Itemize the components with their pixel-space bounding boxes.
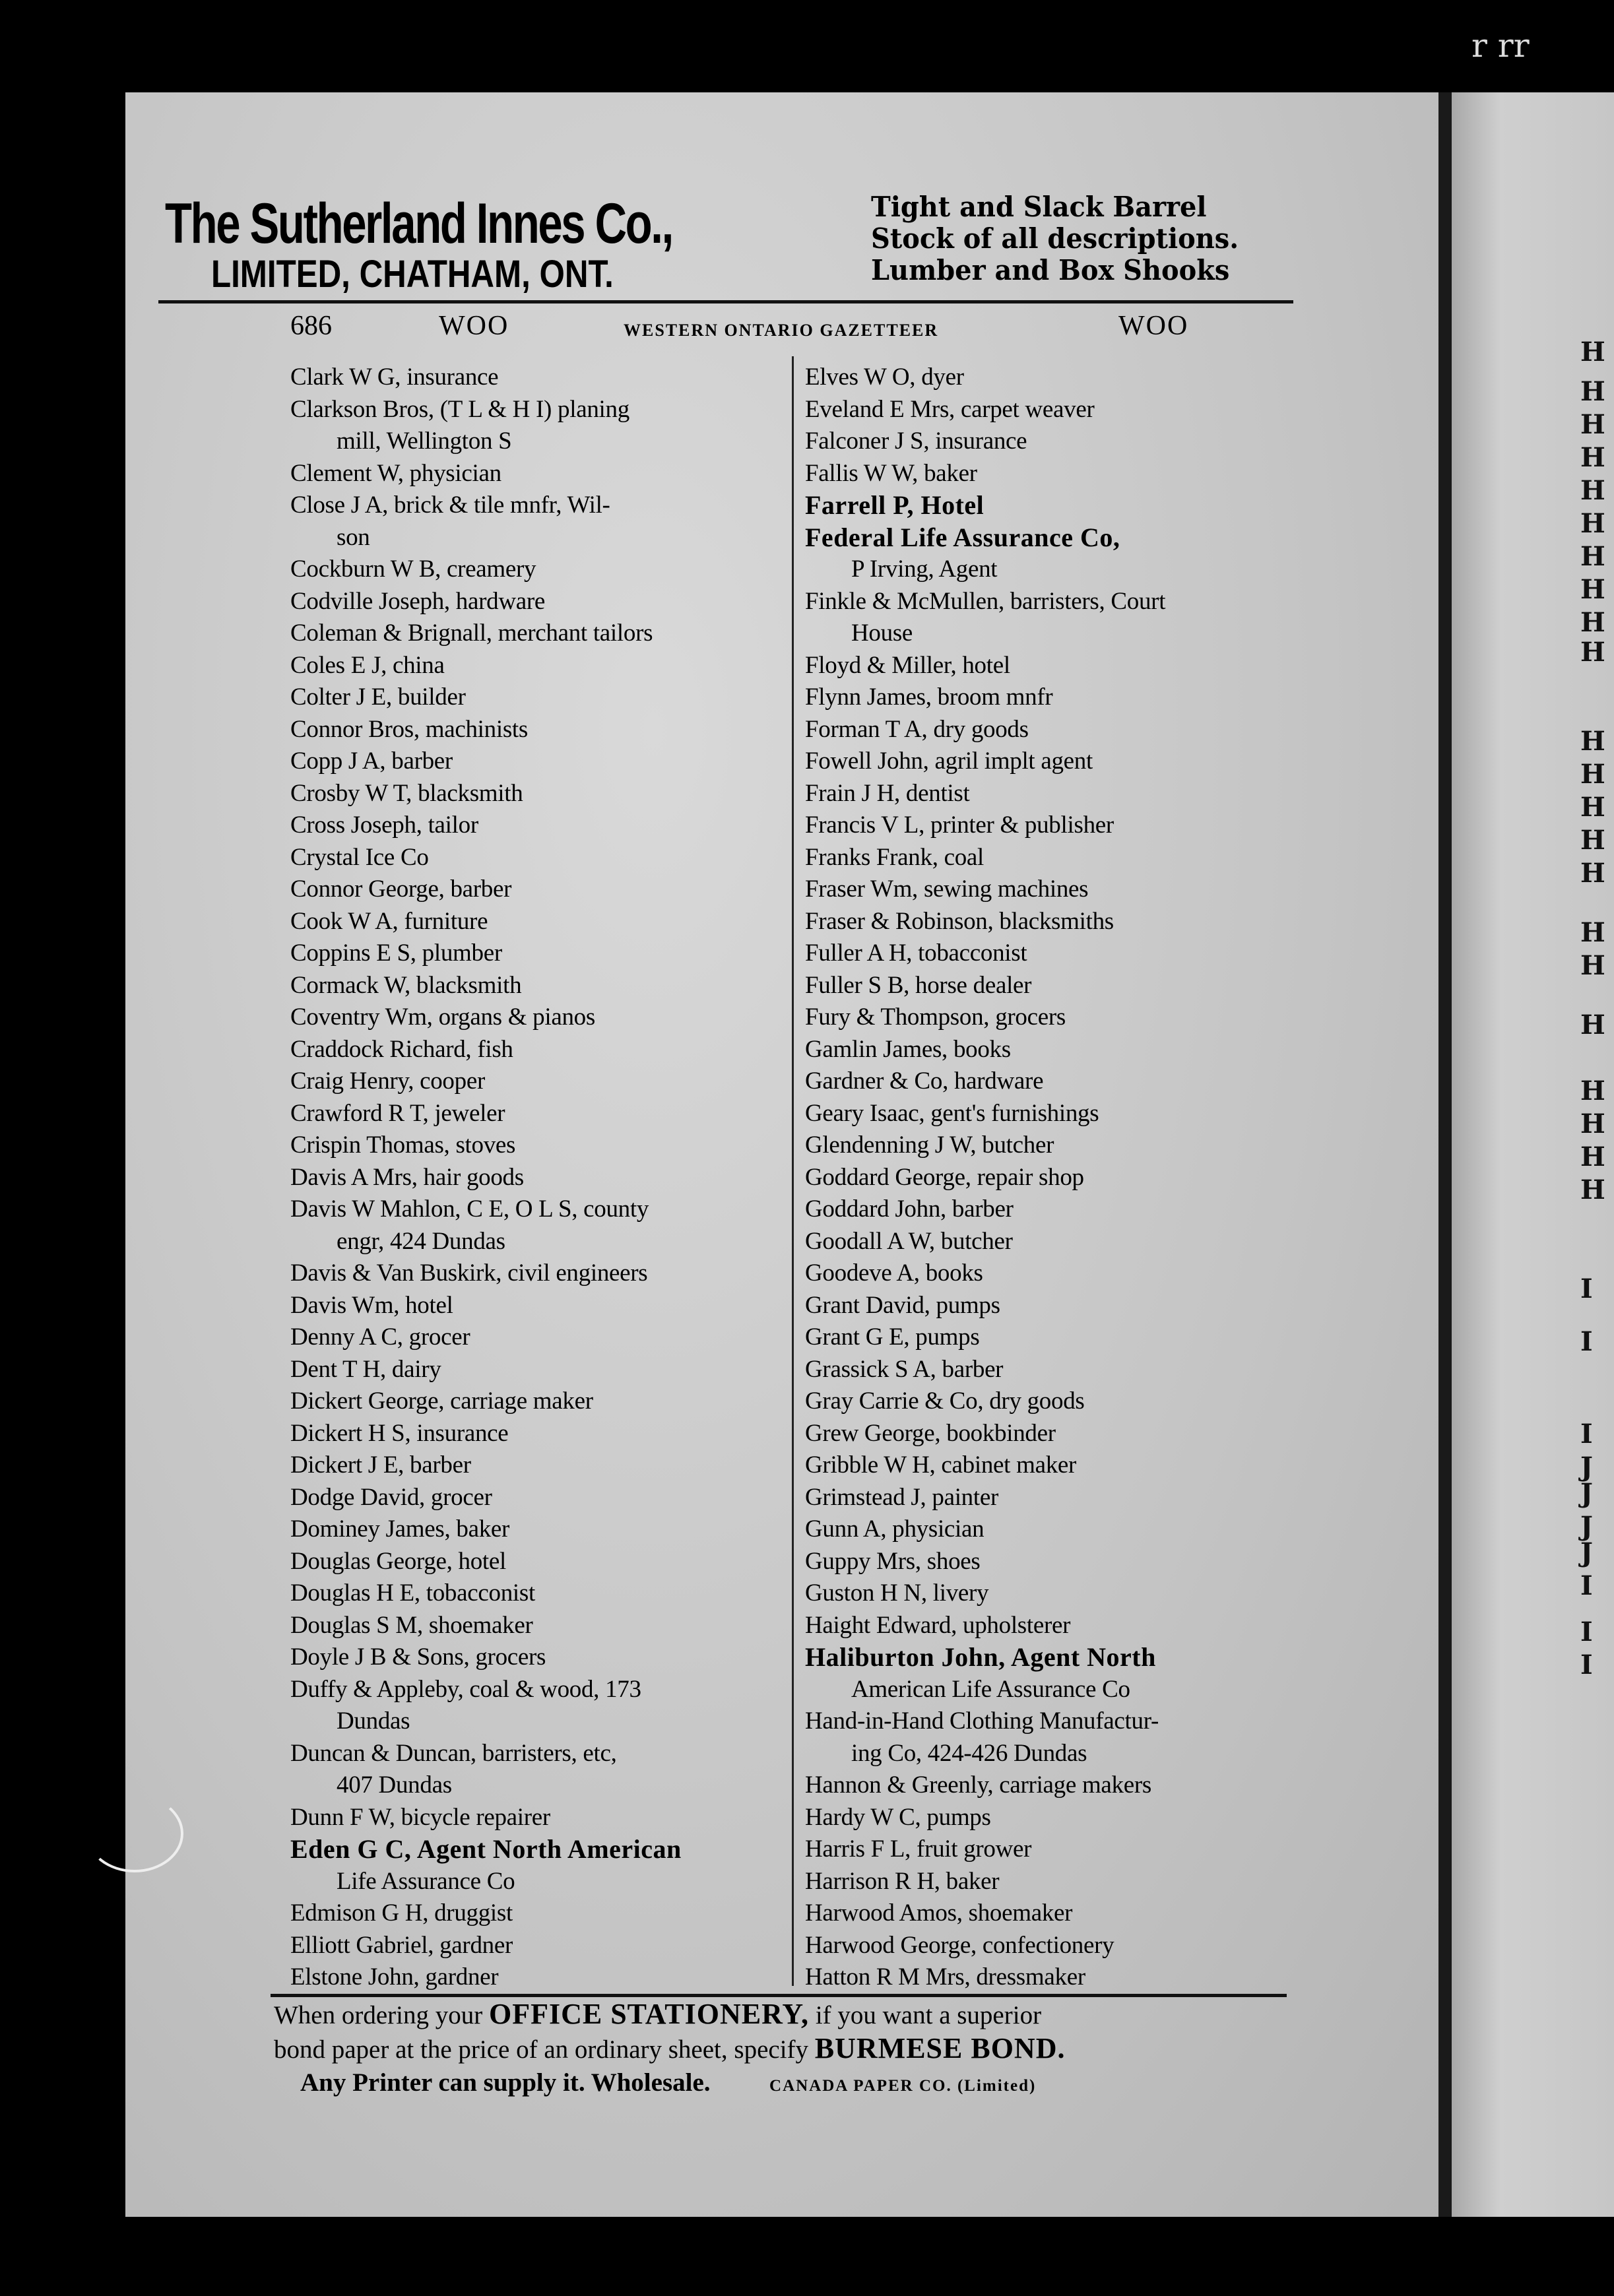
footer-ad-line-1	[274, 1998, 1303, 2032]
footer-line1-highlight: OFFICE STATIONERY,	[488, 1998, 810, 2030]
facing-page-letter: H	[1580, 607, 1605, 638]
facing-page-letter: H	[1580, 825, 1605, 856]
directory-entry: Grant G E, pumps	[805, 1323, 980, 1351]
directory-entry: son	[337, 523, 370, 551]
facing-page-letter: J	[1580, 1537, 1593, 1568]
directory-entry: Gribble W H, cabinet maker	[805, 1451, 1077, 1479]
ad-line-3: Lumber and Box Shooks	[871, 254, 1230, 286]
facing-page-letter: H	[1580, 759, 1605, 790]
right-guide-word: WOO	[1118, 311, 1189, 341]
directory-entry: Denny A C, grocer	[290, 1323, 470, 1351]
facing-page-letter: I	[1580, 1616, 1593, 1647]
directory-entry: Douglas S M, shoemaker	[290, 1611, 533, 1639]
directory-entry: Dundas	[337, 1707, 410, 1735]
scan-smudge	[86, 1795, 183, 1872]
directory-entry: Goddard John, barber	[805, 1196, 1014, 1223]
directory-entry: Hardy W C, pumps	[805, 1803, 991, 1831]
directory-entry: Craddock Richard, fish	[290, 1035, 513, 1063]
ad-company-city: LIMITED, CHATHAM, ONT.	[211, 253, 614, 296]
directory-entry: Guston H N, livery	[805, 1579, 989, 1607]
directory-entry: Harris F L, fruit grower	[805, 1835, 1032, 1863]
directory-entry: Life Assurance Co	[337, 1867, 515, 1895]
directory-entry: Gunn A, physician	[805, 1515, 985, 1543]
directory-entry: Finkle & McMullen, barristers, Court	[805, 587, 1166, 615]
directory-entry: Duncan & Duncan, barristers, etc,	[290, 1739, 617, 1767]
directory-entry: Fuller S B, horse dealer	[805, 971, 1032, 999]
directory-entry: Connor Bros, machinists	[290, 715, 529, 743]
directory-entry: Federal Life Assurance Co,	[805, 522, 1120, 552]
directory-entry: Dodge David, grocer	[290, 1483, 492, 1511]
directory-entry: Elves W O, dyer	[805, 364, 964, 391]
directory-entry: engr, 424 Dundas	[337, 1227, 505, 1255]
directory-entry: Davis & Van Buskirk, civil engineers	[290, 1260, 648, 1287]
directory-entry: Floyd & Miller, hotel	[805, 651, 1010, 679]
directory-entry: Davis Wm, hotel	[290, 1291, 453, 1319]
header-rule	[158, 300, 1293, 303]
facing-page-letter: H	[1580, 917, 1605, 948]
directory-entry: House	[851, 620, 913, 647]
directory-entry: Forman T A, dry goods	[805, 715, 1029, 743]
directory-entry: Fallis W W, baker	[805, 459, 977, 487]
right-column-entries	[805, 362, 1313, 1994]
directory-entry: Coppins E S, plumber	[290, 940, 502, 967]
header-advertisement	[165, 191, 1300, 297]
directory-entry: Coleman & Brignall, merchant tailors	[290, 620, 653, 647]
directory-entry: Crawford R T, jeweler	[290, 1099, 505, 1127]
facing-page-letter: H	[1580, 637, 1605, 668]
facing-page-letter: H	[1580, 726, 1605, 757]
directory-entry: Harwood Amos, shoemaker	[805, 1899, 1073, 1927]
facing-page-letter: H	[1580, 950, 1605, 981]
directory-entry: Grassick S A, barber	[805, 1355, 1004, 1383]
footer-line1-pre: When ordering your	[274, 2001, 483, 2029]
facing-page-letter: H	[1580, 376, 1605, 407]
ad-product-lines	[871, 191, 1333, 286]
footer-ad-line-2	[274, 2032, 1303, 2066]
facing-page-letters	[1580, 0, 1614, 2296]
footer-rule	[271, 1994, 1287, 1997]
directory-entry: Crispin Thomas, stoves	[290, 1132, 516, 1159]
footer-line3-main: Any Printer can supply it. Wholesale.	[300, 2068, 711, 2097]
facing-page-letter: J	[1580, 1511, 1593, 1542]
directory-entry: Davis W Mahlon, C E, O L S, county	[290, 1196, 649, 1223]
facing-page-letter: H	[1580, 1075, 1605, 1106]
footer-line3-company: CANADA PAPER CO. (Limited)	[769, 2077, 1037, 2095]
directory-entry: Copp J A, barber	[290, 748, 453, 775]
directory-entry: Gamlin James, books	[805, 1035, 1011, 1063]
directory-entry: Close J A, brick & tile mnfr, Wil-	[290, 492, 610, 519]
footer-line2-pre: bond paper at the price of an ordinary sheet, specify	[274, 2035, 809, 2064]
facing-page-letter: I	[1580, 1419, 1593, 1450]
directory-entry: Eveland E Mrs, carpet weaver	[805, 395, 1095, 423]
directory-entry: Clement W, physician	[290, 459, 501, 487]
directory-entry: ing Co, 424-426 Dundas	[851, 1739, 1087, 1767]
directory-entry: Fraser Wm, sewing machines	[805, 876, 1089, 903]
running-head	[290, 310, 1280, 343]
facing-page-letter: H	[1580, 1174, 1605, 1205]
directory-entry: Douglas George, hotel	[290, 1547, 506, 1575]
directory-entry: Cross Joseph, tailor	[290, 812, 478, 839]
left-column-entries	[290, 362, 798, 1994]
directory-entry: 407 Dundas	[337, 1771, 452, 1799]
directory-entry: Codville Joseph, hardware	[290, 587, 546, 615]
directory-entry: Flynn James, broom mnfr	[805, 684, 1053, 711]
directory-entry: Dent T H, dairy	[290, 1355, 441, 1383]
directory-entry: Farrell P, Hotel	[805, 490, 985, 520]
facing-page-letter: H	[1580, 792, 1605, 823]
directory-entry: Dickert H S, insurance	[290, 1419, 509, 1447]
directory-entry: Crosby W T, blacksmith	[290, 779, 523, 807]
directory-entry: Haight Edward, upholsterer	[805, 1611, 1071, 1639]
directory-entry: Guppy Mrs, shoes	[805, 1547, 981, 1575]
directory-entry: Franks Frank, coal	[805, 843, 985, 871]
directory-entry: Duffy & Appleby, coal & wood, 173	[290, 1675, 641, 1703]
directory-entry: Davis A Mrs, hair goods	[290, 1163, 524, 1191]
directory-entry: American Life Assurance Co	[851, 1675, 1130, 1703]
footer-line2-highlight: BURMESE BOND.	[814, 2032, 1066, 2064]
directory-entry: Glendenning J W, butcher	[805, 1132, 1054, 1159]
directory-entry: Goodeve A, books	[805, 1260, 983, 1287]
facing-page-letter: J	[1580, 1451, 1593, 1483]
facing-page-letter: I	[1580, 1570, 1593, 1601]
publication-title: WESTERN ONTARIO GAZETTEER	[624, 321, 939, 340]
top-scrap-text: r rr	[1471, 26, 1530, 65]
footer-ad-line-3	[274, 2066, 1303, 2103]
facing-page-letter: H	[1580, 475, 1605, 506]
column-divider	[792, 356, 794, 1986]
facing-page-letter: H	[1580, 1009, 1605, 1040]
directory-entry: Elstone John, gardner	[290, 1963, 499, 1991]
directory-entry: Francis V L, printer & publisher	[805, 812, 1114, 839]
directory-entry: Clarkson Bros, (T L & H I) planing	[290, 395, 629, 423]
directory-entry: Doyle J B & Sons, grocers	[290, 1643, 546, 1671]
facing-page-letter: I	[1580, 1273, 1593, 1304]
directory-entry: Dickert J E, barber	[290, 1451, 471, 1479]
directory-entry: Goodall A W, butcher	[805, 1227, 1013, 1255]
directory-entry: Douglas H E, tobacconist	[290, 1579, 535, 1607]
directory-entry: Fury & Thompson, grocers	[805, 1004, 1066, 1031]
directory-entry: Hannon & Greenly, carriage makers	[805, 1771, 1151, 1799]
facing-page-letter: H	[1580, 541, 1605, 572]
directory-entry: Haliburton John, Agent North	[805, 1642, 1156, 1672]
facing-page-letter: I	[1580, 1326, 1593, 1357]
facing-page-letter: H	[1580, 1141, 1605, 1172]
ad-line-1: Tight and Slack Barrel	[871, 191, 1207, 223]
facing-page-letter: H	[1580, 442, 1605, 473]
directory-entry: Fowell John, agril implt agent	[805, 748, 1093, 775]
directory-entry: Grant David, pumps	[805, 1291, 1000, 1319]
directory-entry: Cockburn W B, creamery	[290, 556, 536, 583]
facing-page-letter: H	[1580, 1108, 1605, 1139]
left-guide-word: WOO	[439, 311, 509, 341]
facing-page-letter: H	[1580, 409, 1605, 440]
directory-entry: Elliott Gabriel, gardner	[290, 1931, 513, 1959]
directory-entry: Grimstead J, painter	[805, 1483, 998, 1511]
directory-entry: Goddard George, repair shop	[805, 1163, 1084, 1191]
directory-entry: Fraser & Robinson, blacksmiths	[805, 907, 1114, 935]
facing-page-letter: I	[1580, 1649, 1593, 1680]
directory-entry: Edmison G H, druggist	[290, 1899, 513, 1927]
directory-entry: Fuller A H, tobacconist	[805, 940, 1027, 967]
footer-advertisement	[274, 1998, 1303, 2103]
directory-entry: mill, Wellington S	[337, 428, 512, 455]
directory-entry: Geary Isaac, gent's furnishings	[805, 1099, 1099, 1127]
page-number: 686	[290, 311, 332, 341]
directory-entry: Craig Henry, cooper	[290, 1068, 485, 1095]
directory-entry: Frain J H, dentist	[805, 779, 970, 807]
directory-entry: Coventry Wm, organs & pianos	[290, 1004, 595, 1031]
directory-entry: Connor George, barber	[290, 876, 512, 903]
directory-entry: Dominey James, baker	[290, 1515, 510, 1543]
facing-page-letter: H	[1580, 858, 1605, 889]
facing-page-letter: H	[1580, 574, 1605, 605]
directory-entry: Cormack W, blacksmith	[290, 971, 522, 999]
directory-entry: Eden G C, Agent North American	[290, 1834, 682, 1864]
directory-entry: Dunn F W, bicycle repairer	[290, 1803, 550, 1831]
directory-entry: Colter J E, builder	[290, 684, 466, 711]
ad-company-name: The Sutherland Innes Co.,	[165, 192, 672, 255]
directory-entry: Crystal Ice Co	[290, 843, 429, 871]
directory-entry: Dickert George, carriage maker	[290, 1387, 593, 1415]
directory-entry: Gardner & Co, hardware	[805, 1068, 1044, 1095]
footer-line1-post: if you want a superior	[815, 2001, 1042, 2029]
facing-page-letter: H	[1580, 508, 1605, 539]
ad-line-2: Stock of all descriptions.	[871, 222, 1239, 255]
directory-entry: Clark W G, insurance	[290, 364, 499, 391]
directory-entry: Hand-in-Hand Clothing Manufactur-	[805, 1707, 1159, 1735]
directory-entry: Coles E J, china	[290, 651, 445, 679]
directory-entry: Falconer J S, insurance	[805, 428, 1027, 455]
directory-entry: Grew George, bookbinder	[805, 1419, 1056, 1447]
directory-entry: Harrison R H, baker	[805, 1867, 1000, 1895]
directory-entry: Hatton R M Mrs, dressmaker	[805, 1963, 1085, 1991]
facing-page-letter: J	[1580, 1478, 1593, 1509]
directory-entry: Harwood George, confectionery	[805, 1931, 1114, 1959]
directory-entry: Cook W A, furniture	[290, 907, 488, 935]
directory-entry: P Irving, Agent	[851, 556, 998, 583]
directory-entry: Gray Carrie & Co, dry goods	[805, 1387, 1085, 1415]
facing-page-letter: H	[1580, 336, 1605, 367]
